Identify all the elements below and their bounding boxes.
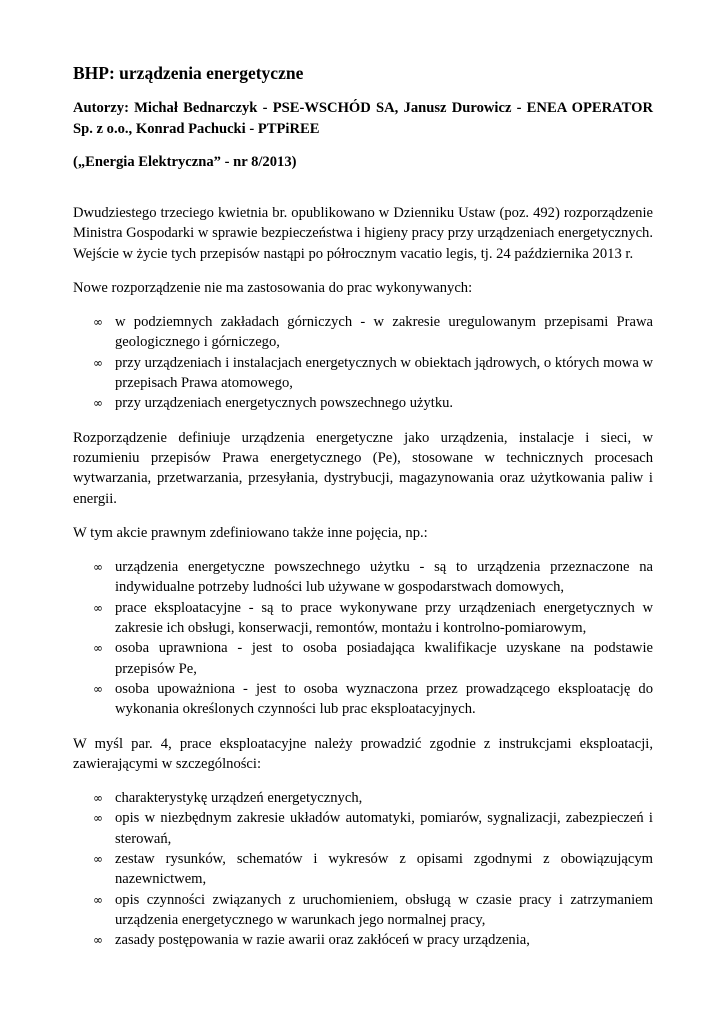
list-item-text: zasady postępowania w razie awarii oraz zakłóceń w pracy urządzenia, — [115, 932, 530, 949]
list-item-text: w podziemnych zakładach górniczych - w zakresie uregulowanym przepisami Prawa geologicznego i górniczego, — [115, 314, 653, 351]
bullet-icon: ∞ — [93, 811, 103, 826]
paragraph-intro: Dwudziestego trzeciego kwietnia br. opublikowano w Dzienniku Ustaw (poz. 492) rozporządzenie Ministra Gospodarki w sprawie bezpieczeństwa i higieny pracy przy urządzeniach energetycznych. Wejście w życie tych przepisów nastąpi po półrocznym vacatio legis, tj. 24 października 2013 r. — [73, 205, 653, 262]
bullet-icon: ∞ — [93, 681, 103, 696]
list-item-text: przy urządzeniach i instalacjach energetycznych w obiektach jądrowych, o których mowa w przepisach Prawa atomowego, — [115, 354, 653, 392]
list-item — [73, 393, 653, 413]
list-item — [73, 849, 653, 890]
list-item — [73, 930, 653, 950]
paragraph-definition: Rozporządzenie definiuje urządzenia energetyczne jako urządzenia, instalacje i sieci, w rozumieniu przepisów Prawa energetycznego (Pe), stosowane w technicznych procesach wytwarzania, przetwarzania, przesyłania, dystrybucji, magazynowania oraz użytkowania paliw i energii. — [73, 429, 653, 507]
bullet-icon: ∞ — [93, 396, 103, 411]
bullet-icon: ∞ — [93, 641, 103, 656]
paragraph-other-terms: W tym akcie prawnym zdefiniowano także inne pojęcia, np.: — [73, 524, 428, 541]
document-page — [73, 62, 653, 965]
list-item-text: opis czynności związanych z uruchomieniem, obsługą w czasie pracy i zatrzymaniem urządzenia energetycznego w warunkach jego normalnej pracy, — [115, 891, 653, 928]
paragraph-instructions: W myśl par. 4, prace eksploatacyjne należy prowadzić zgodnie z instrukcjami eksploatacji, zawierającymi w szczególności: — [73, 735, 653, 772]
definitions-list — [73, 557, 653, 719]
list-item — [73, 890, 653, 931]
list-item-text: zestaw rysunków, schematów i wykresów z opisami zgodnymi z obowiązującym nazewnictwem, — [115, 851, 653, 888]
bullet-icon: ∞ — [93, 892, 103, 907]
list-item-text: osoba upoważniona - jest to osoba wyznaczona przez prowadzącego eksploatację do wykonania określonych czynności lub prac eksploatacyjnych. — [115, 680, 653, 718]
list-item — [73, 312, 653, 353]
source-citation: („Energia Elektryczna” - nr 8/2013) — [73, 154, 297, 170]
list-item — [73, 638, 653, 679]
list-item-text: urządzenia energetyczne powszechnego użytku - są to urządzenia przeznaczone na indywidualne potrzeby ludności lub używane w gospodarstwach domowych, — [115, 559, 653, 596]
list-item-text: osoba uprawniona - jest to osoba posiadająca kwalifikacje uzyskane na podstawie przepisów Pe, — [115, 640, 653, 677]
exclusions-list — [73, 312, 653, 413]
bullet-icon: ∞ — [93, 933, 103, 948]
authors-line: Autorzy: Michał Bednarczyk - PSE-WSCHÓD SA, Janusz Durowicz - ENEA OPERATOR Sp. z o.o., Konrad Pachucki - PTPiREE — [73, 100, 653, 137]
bullet-icon: ∞ — [93, 791, 103, 806]
list-item — [73, 353, 653, 394]
instructions-list — [73, 788, 653, 950]
bullet-icon: ∞ — [93, 852, 103, 867]
list-item-text: opis w niezbędnym zakresie układów automatyki, pomiarów, sygnalizacji, zabezpieczeń i sterowań, — [115, 810, 653, 847]
list-item — [73, 679, 653, 720]
bullet-icon: ∞ — [93, 560, 103, 575]
list-item — [73, 557, 653, 598]
list-item-text: przy urządzeniach energetycznych powszechnego użytku. — [115, 395, 454, 412]
list-item-text: charakterystykę urządzeń energetycznych, — [115, 790, 363, 807]
document-title: BHP: urządzenia energetyczne — [73, 63, 304, 83]
bullet-icon: ∞ — [93, 600, 103, 615]
bullet-icon: ∞ — [93, 355, 103, 370]
list-item-text: prace eksploatacyjne - są to prace wykonywane przy urządzeniach energetycznych w zakresie ich obsługi, konserwacji, remontów, montażu i kontrolno-pomiarowym, — [115, 599, 653, 637]
list-item — [73, 808, 653, 849]
list-item — [73, 788, 653, 808]
list-item — [73, 598, 653, 639]
paragraph-scope: Nowe rozporządzenie nie ma zastosowania do prac wykonywanych: — [73, 279, 473, 296]
bullet-icon: ∞ — [93, 315, 103, 330]
